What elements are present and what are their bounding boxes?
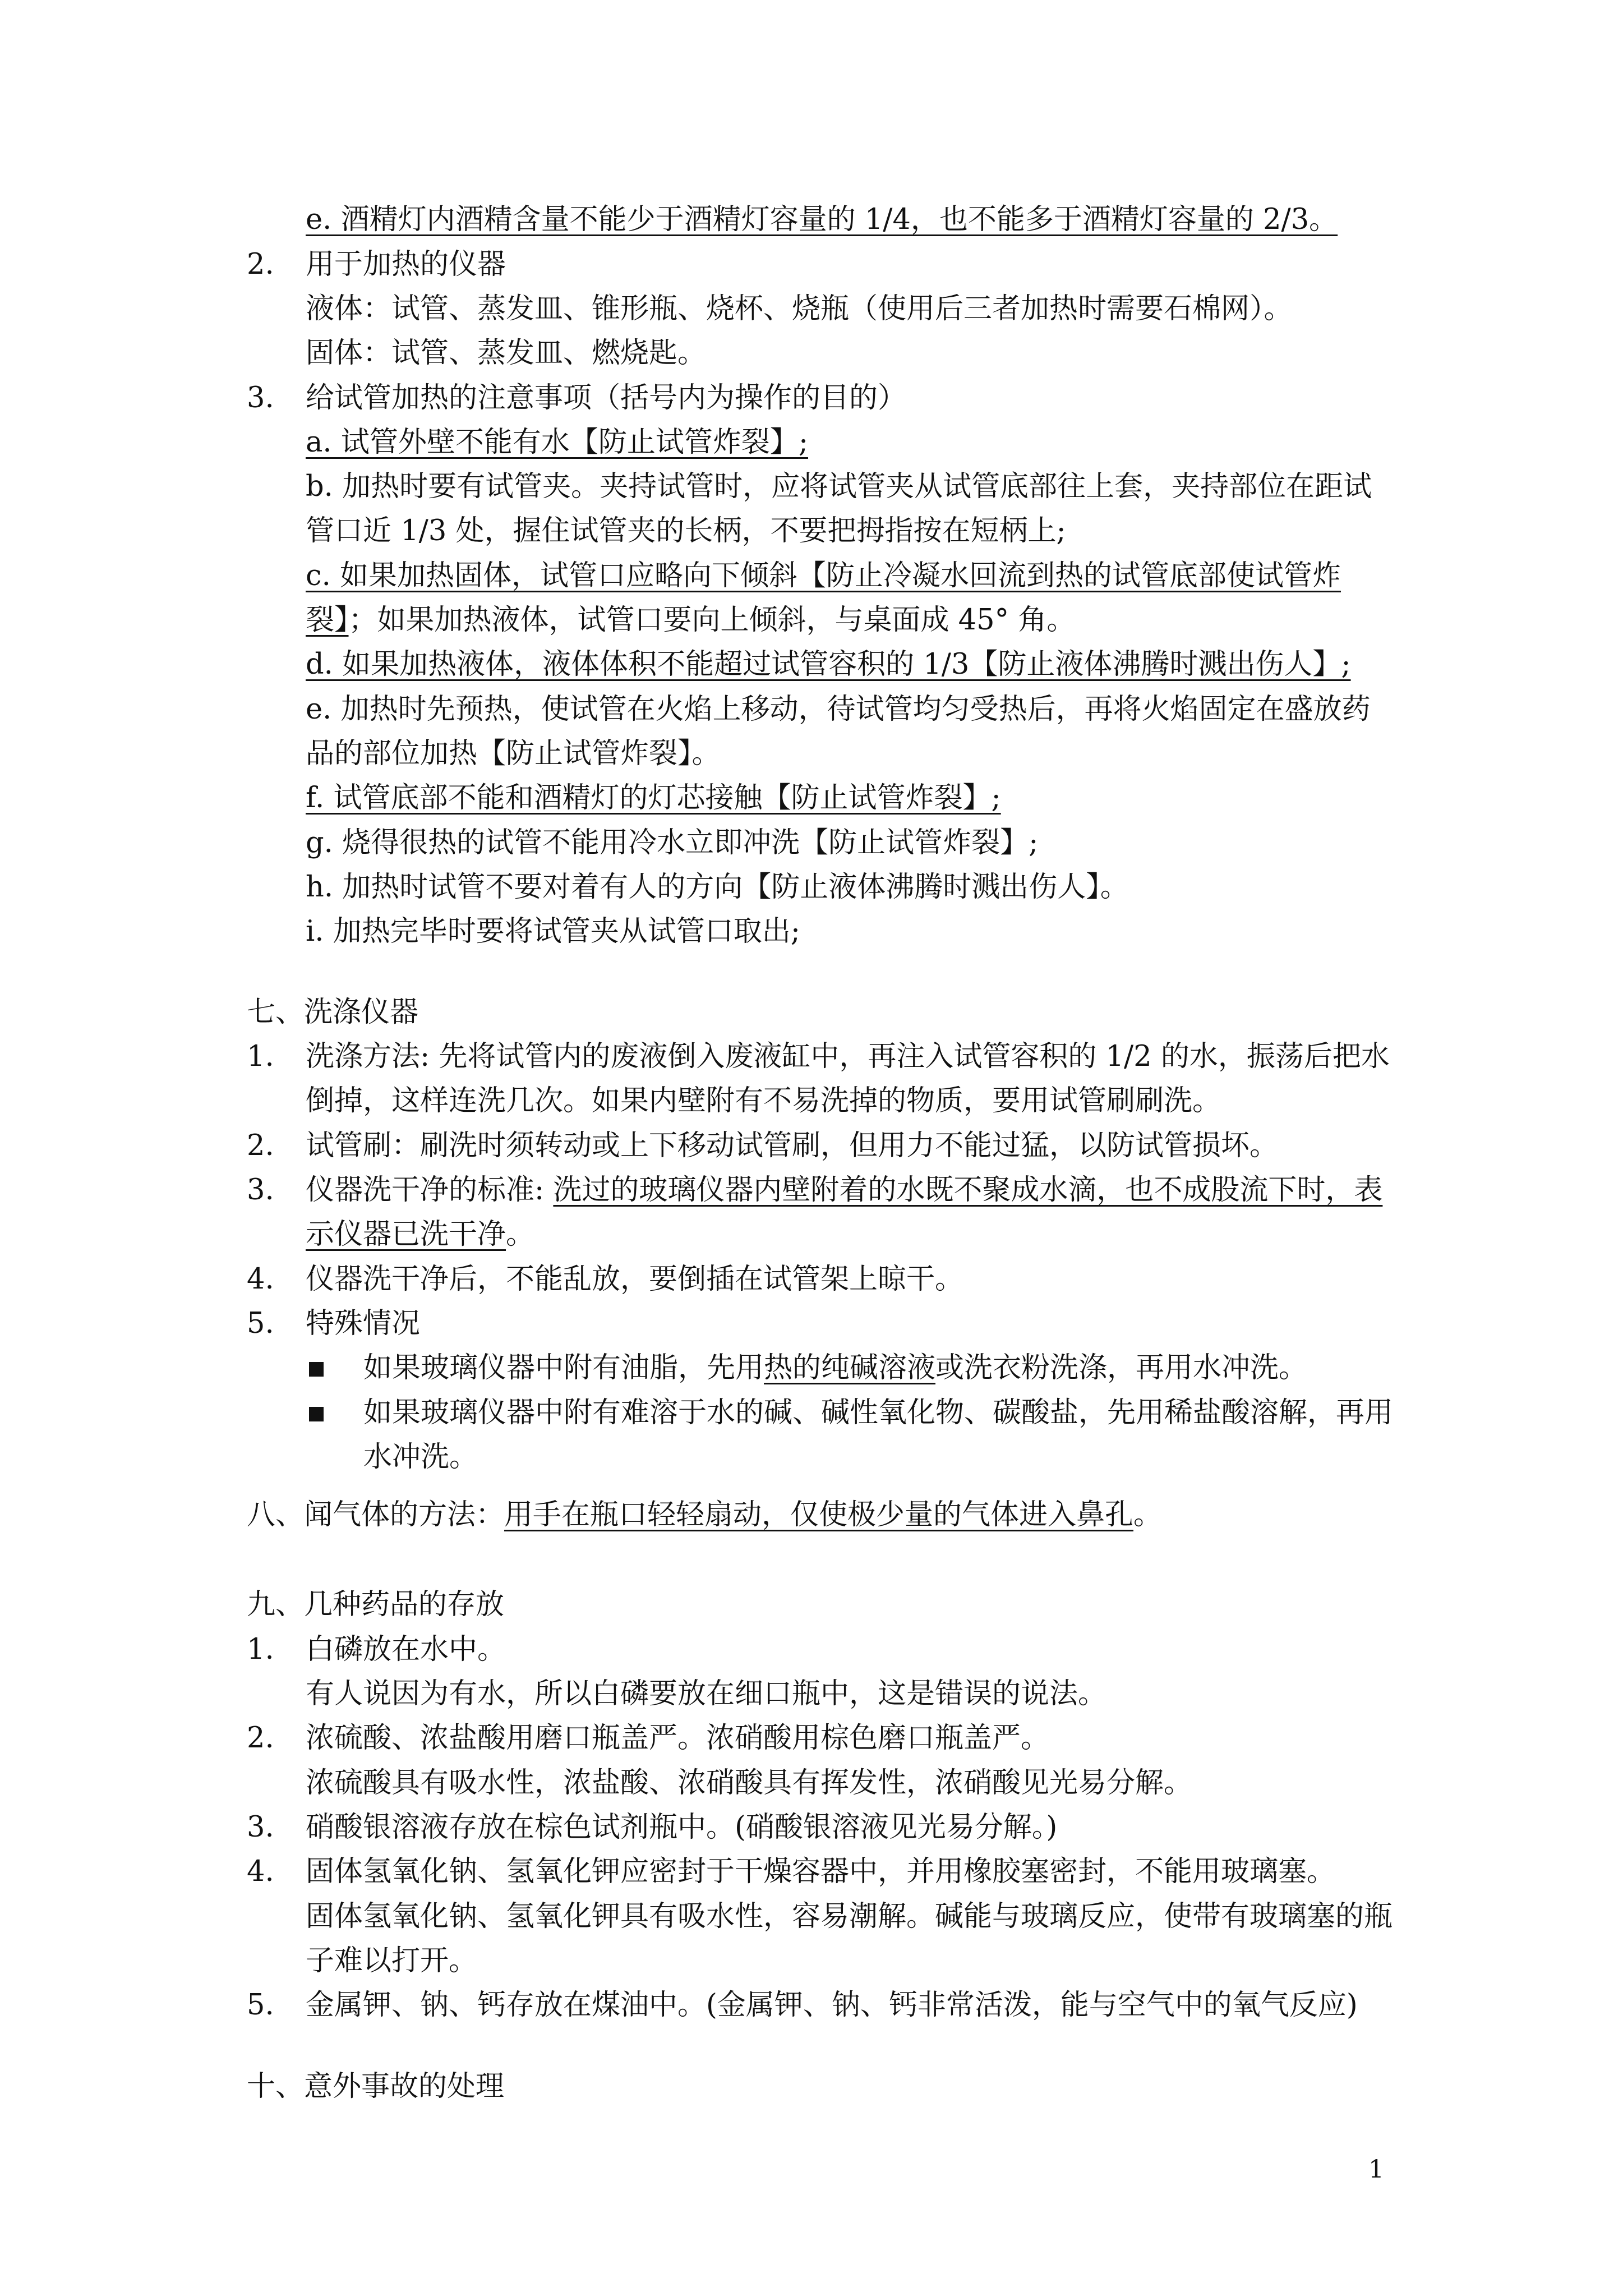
list-number: 2.	[247, 1129, 274, 1162]
washing-method-line2: 倒掉，这样连洗几次。如果内壁附有不易洗掉的物质，要用试管刷刷洗。	[306, 1084, 1221, 1117]
item-c-line2	[306, 601, 1075, 640]
item-a: a. 试管外壁不能有水【防止试管炸裂】;	[306, 426, 809, 459]
grease-text: 如果玻璃仪器中附有油脂，先用	[363, 1351, 764, 1384]
smell-method-label: 八、闻气体的方法：	[247, 1498, 505, 1531]
period: 。	[506, 1218, 535, 1251]
after-cleaning: 仪器洗干净后，不能乱放，要倒插在试管架上晾干。	[306, 1263, 964, 1296]
list-number: 2.	[247, 1722, 274, 1755]
list-number: 3.	[247, 1811, 274, 1844]
text-liquid-instruments: 液体：试管、蒸发皿、锥形瓶、烧杯、烧瓶（使用后三者加热时需要石棉网）。	[306, 292, 1293, 325]
storage-hydroxides: 固体氢氧化钠、氢氧化钾应密封于干燥容器中，并用橡胶塞密封，不能用玻璃塞。	[306, 1855, 1336, 1888]
item-c-rest: ；如果加热液体，试管口要向上倾斜，与桌面成 45° 角。	[348, 604, 1076, 637]
item-d: d. 如果加热液体，液体体积不能超过试管容积的 1/3【防止液体沸腾时溅出伤人】;	[306, 648, 1351, 681]
clean-standard-label: 仪器洗干净的标准:	[306, 1174, 554, 1207]
washing-method-line1: 洗涤方法: 先将试管内的废液倒入废液缸中，再注入试管容积的 1/2 的水，振荡后把水	[306, 1040, 1390, 1073]
page-number: 1	[1368, 2155, 1384, 2184]
item-g: g. 烧得很热的试管不能用冷水立即冲洗【防止试管炸裂】;	[306, 826, 1039, 859]
storage-silver-nitrate: 硝酸银溶液存放在棕色试剂瓶中。(硝酸银溶液见光易分解。)	[306, 1811, 1058, 1844]
storage-metals: 金属钾、钠、钙存放在煤油中。(金属钾、钠、钙非常活泼，能与空气中的氧气反应)	[306, 1989, 1358, 2022]
storage-phosphorus-note: 有人说因为有水，所以白磷要放在细口瓶中，这是错误的说法。	[306, 1677, 1107, 1710]
heading-test-tube-heating: 给试管加热的注意事项（括号内为操作的目的）	[306, 381, 907, 415]
storage-acids-note: 浓硫酸具有吸水性，浓盐酸、浓硝酸具有挥发性，浓硝酸见光易分解。	[306, 1766, 1193, 1800]
list-number: 5.	[247, 1307, 274, 1340]
smell-method-underlined: 用手在瓶口轻轻扇动，仅使极少量的气体进入鼻孔	[504, 1498, 1134, 1531]
item-b-line1: b. 加热时要有试管夹。夹持试管时，应将试管夹从试管底部往上套，夹持部位在距试	[306, 470, 1372, 503]
item-h: h. 加热时试管不要对着有人的方向【防止液体沸腾时溅出伤人】。	[306, 871, 1129, 904]
item-c-line1: c. 如果加热固体，试管口应略向下倾斜【防止冷凝水回流到热的试管底部使试管炸	[306, 559, 1341, 592]
special-case-insoluble-line2: 水冲洗。	[363, 1441, 478, 1474]
clean-standard-underlined: 洗过的玻璃仪器内壁附着的水既不聚成水滴，也不成股流下时，表	[553, 1174, 1383, 1207]
list-number: 1.	[247, 1633, 274, 1666]
period: 。	[1133, 1498, 1163, 1531]
clean-standard-line1	[306, 1171, 1382, 1210]
square-bullet-icon	[309, 1362, 324, 1377]
section-heading-8	[247, 1496, 1162, 1535]
square-bullet-icon	[309, 1407, 324, 1421]
item-b-line2: 管口近 1/3 处，握住试管夹的长柄，不要把拇指按在短柄上;	[306, 514, 1066, 547]
section-heading-7: 七、洗涤仪器	[247, 996, 419, 1029]
section-heading-9: 九、几种药品的存放	[247, 1588, 505, 1621]
heading-heating-instruments: 用于加热的仪器	[306, 248, 506, 281]
list-number: 5.	[247, 1989, 274, 2022]
special-case-grease	[363, 1349, 1307, 1388]
storage-hydroxides-note1: 固体氢氧化钠、氢氧化钾具有吸水性，容易潮解。碱能与玻璃反应，使带有玻璃塞的瓶	[306, 1900, 1393, 1933]
grease-text-end: 或洗衣粉洗涤，再用水冲洗。	[935, 1351, 1308, 1384]
list-number: 4.	[247, 1855, 274, 1888]
storage-hydroxides-note2: 子难以打开。	[306, 1944, 478, 1977]
storage-acids: 浓硫酸、浓盐酸用磨口瓶盖严。浓硝酸用棕色磨口瓶盖严。	[306, 1722, 1050, 1755]
item-c-underlined: 裂】	[306, 604, 349, 637]
section-heading-10: 十、意外事故的处理	[247, 2070, 505, 2103]
list-number: 4.	[247, 1263, 274, 1296]
special-cases-heading: 特殊情况	[306, 1307, 421, 1340]
text-solid-instruments: 固体：试管、蒸发皿、燃烧匙。	[306, 337, 707, 370]
item-e-line2: 品的部位加热【防止试管炸裂】。	[306, 737, 721, 770]
list-number: 3.	[247, 1174, 274, 1207]
list-number: 3.	[247, 381, 274, 415]
storage-phosphorus: 白磷放在水中。	[306, 1633, 506, 1666]
clean-standard-underlined-2: 示仪器已洗干净	[306, 1218, 506, 1251]
soda-solution: 热的纯碱溶液	[764, 1351, 936, 1384]
test-tube-brush: 试管刷：刷洗时须转动或上下移动试管刷，但用力不能过猛，以防试管损坏。	[306, 1129, 1279, 1162]
item-e-line1: e. 加热时先预热，使试管在火焰上移动，待试管均匀受热后，再将火焰固定在盛放药	[306, 693, 1371, 726]
clean-standard-line2	[306, 1215, 534, 1254]
item-f: f. 试管底部不能和酒精灯的灯芯接触【防止试管炸裂】;	[306, 781, 1001, 815]
item-i: i. 加热完毕时要将试管夹从试管口取出;	[306, 915, 800, 948]
special-case-insoluble-line1: 如果玻璃仪器中附有难溶于水的碱、碱性氧化物、碳酸盐，先用稀盐酸溶解，再用	[363, 1396, 1394, 1429]
list-number: 1.	[247, 1040, 274, 1073]
list-number: 2.	[247, 248, 274, 281]
item-e-alcohol-lamp: e. 酒精灯内酒精含量不能少于酒精灯容量的 1/4，也不能多于酒精灯容量的 2/3。	[306, 203, 1338, 236]
